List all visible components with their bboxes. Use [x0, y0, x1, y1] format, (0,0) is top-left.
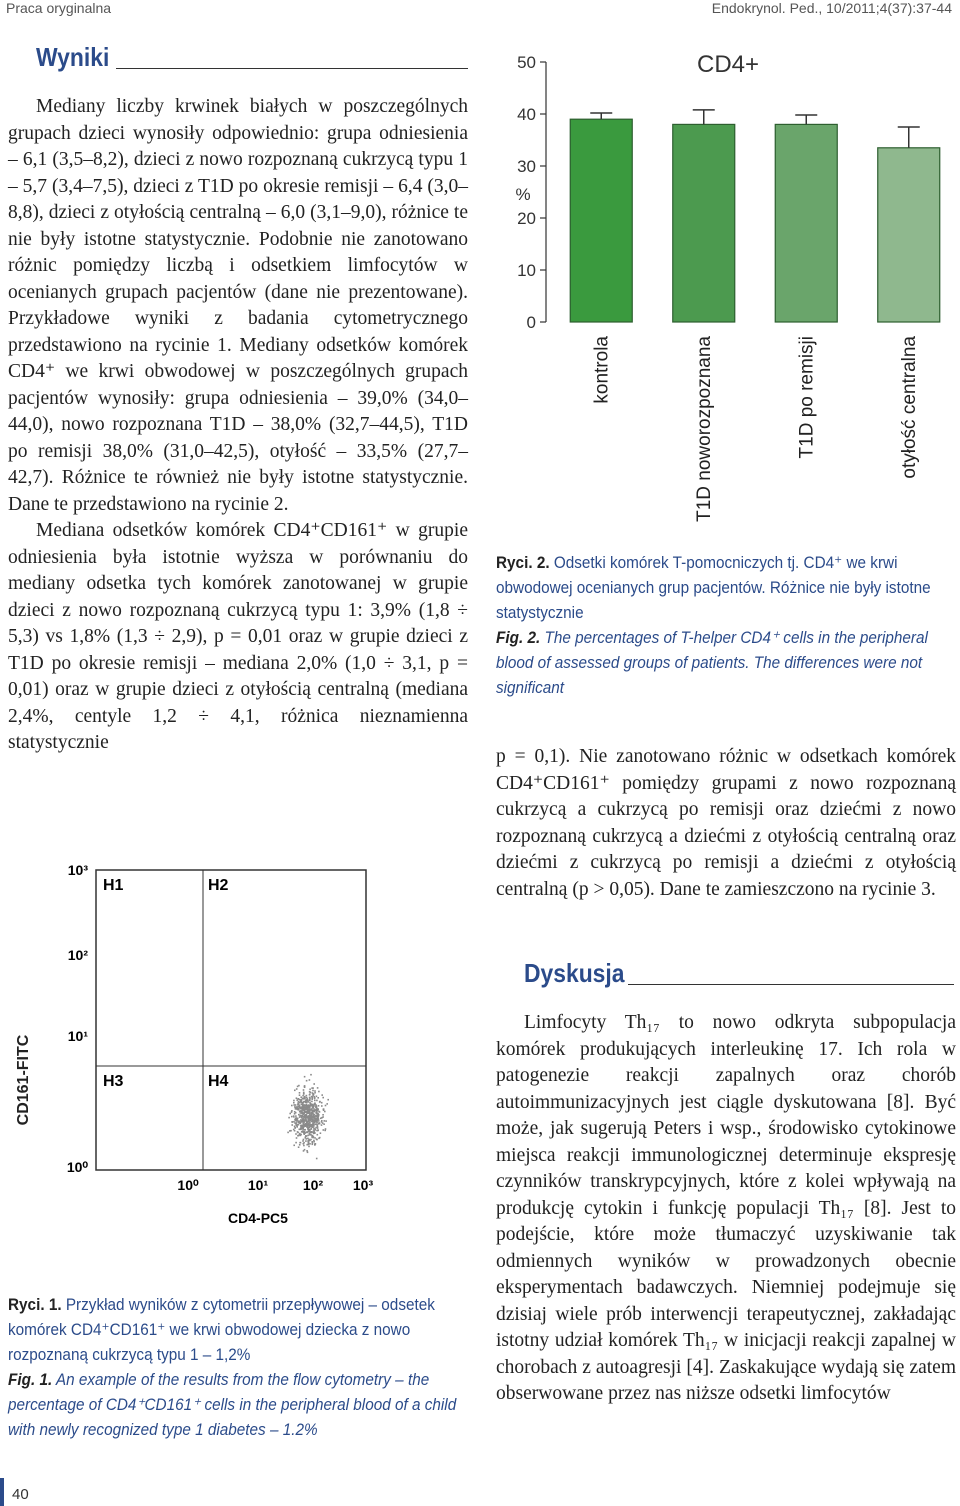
cell-event-dot — [291, 1105, 293, 1107]
cell-event-dots — [287, 1074, 329, 1159]
cell-event-dot — [304, 1086, 306, 1088]
cell-event-dot — [312, 1104, 314, 1106]
y-tick-label: 10¹ — [67, 1028, 88, 1044]
cell-event-dot — [312, 1105, 314, 1107]
cell-event-dot — [299, 1129, 301, 1131]
cell-event-dot — [316, 1096, 318, 1098]
cell-event-dot — [293, 1129, 295, 1131]
cell-event-dot — [299, 1099, 301, 1101]
cell-event-dot — [307, 1118, 309, 1120]
cell-event-dot — [296, 1099, 298, 1101]
cell-event-dot — [325, 1120, 327, 1122]
cell-event-dot — [314, 1092, 316, 1094]
section-title-rule — [116, 68, 468, 69]
cell-event-dot — [319, 1111, 321, 1113]
cell-event-dot — [308, 1141, 310, 1143]
figure-2-caption — [496, 550, 953, 700]
cell-event-dot — [300, 1126, 302, 1128]
cell-event-dot — [308, 1146, 310, 1148]
cell-event-dot — [301, 1117, 303, 1119]
cell-event-dot — [304, 1115, 306, 1117]
cell-event-dot — [303, 1132, 305, 1134]
figure-1-caption-pl — [8, 1292, 467, 1367]
cell-event-dot — [304, 1104, 306, 1106]
cell-event-dot — [289, 1113, 291, 1115]
y-tick-label: 0 — [526, 313, 536, 332]
y-tick-labels — [67, 862, 89, 1175]
cell-event-dot — [309, 1097, 311, 1099]
cell-event-dot — [314, 1144, 316, 1146]
cell-event-dot — [306, 1095, 308, 1097]
cell-event-dot — [310, 1114, 312, 1116]
page-edge-bar — [0, 1478, 4, 1506]
cell-event-dot — [318, 1105, 320, 1107]
cell-event-dot — [315, 1112, 317, 1114]
cell-event-dot — [318, 1118, 320, 1120]
cell-event-dot — [317, 1134, 319, 1136]
cell-event-dot — [291, 1116, 293, 1118]
cell-event-dot — [308, 1126, 310, 1128]
cell-event-dot — [325, 1105, 327, 1107]
cell-event-dot — [298, 1146, 300, 1148]
cell-event-dot — [301, 1104, 303, 1106]
cell-event-dot — [306, 1117, 308, 1119]
cell-event-dot — [310, 1139, 312, 1141]
cell-event-dot — [311, 1112, 313, 1114]
cell-event-dot — [290, 1130, 292, 1132]
cell-event-dot — [295, 1117, 297, 1119]
y-tick-label: 10³ — [67, 862, 88, 878]
x-category-label: T1D po remisji — [796, 336, 818, 459]
cell-event-dot — [297, 1135, 299, 1137]
cell-event-dot — [294, 1106, 296, 1108]
cell-event-dot — [307, 1135, 309, 1137]
section-title-discussion: Dyskusja — [524, 958, 625, 988]
cell-event-dot — [297, 1118, 299, 1120]
cell-event-dot — [303, 1089, 305, 1091]
cell-event-dot — [302, 1140, 304, 1142]
cell-event-dot — [292, 1121, 294, 1123]
cell-event-dot — [321, 1102, 323, 1104]
cell-event-dot — [294, 1090, 296, 1092]
cell-event-dot — [298, 1109, 300, 1111]
cell-event-dot — [317, 1127, 319, 1129]
quadrant-label-h1: H1 — [103, 877, 124, 894]
figure-1-caption — [8, 1292, 467, 1442]
cell-event-dot — [307, 1138, 309, 1140]
y-tick-label: 50 — [517, 53, 536, 72]
cell-event-dot — [298, 1114, 300, 1116]
cell-event-dot — [316, 1110, 318, 1112]
section-title-rule — [628, 984, 954, 985]
cell-event-dot — [314, 1121, 316, 1123]
cell-event-dot — [321, 1121, 323, 1123]
cell-event-dot — [307, 1152, 309, 1154]
figure-2-caption-pl-text: Odsetki komórek T-pomocniczych tj. CD4⁺ we krwi obwodowej ocenianych grup pacjentów. Różnice nie były istotne statystycznie — [496, 553, 931, 622]
figure-1-label-pl: Ryci. 1. — [8, 1295, 62, 1314]
cell-event-dot — [299, 1122, 301, 1124]
cell-event-dot — [304, 1110, 306, 1112]
x-tick-label: 10¹ — [247, 1177, 269, 1193]
cell-event-dot — [309, 1079, 311, 1081]
cell-event-dot — [301, 1113, 303, 1115]
y-tick-label: 20 — [517, 209, 536, 228]
cell-event-dot — [322, 1097, 324, 1099]
cell-event-dot — [314, 1100, 316, 1102]
cell-event-dot — [313, 1108, 315, 1110]
cell-event-dot — [296, 1097, 298, 1099]
journal-citation: Endokrynol. Ped., 10/2011;4(37):37-44 — [711, 0, 952, 16]
cell-event-dot — [297, 1132, 299, 1134]
cell-event-dot — [299, 1134, 301, 1136]
cell-event-dot — [317, 1097, 319, 1099]
cell-event-dot — [306, 1144, 308, 1146]
cell-event-dot — [318, 1091, 320, 1093]
results-paragraph-1: Mediany liczby krwinek białych w poszczególnych grupach dzieci wynosiły odpowiednio: grupa odniesienia – 6,1 (3,5–8,2), dzieci z nowo rozpoznaną cukrzycą typu 1 – 5,7 (3,4–7,5), dzieci z T1D po okresie remisji – 6,4 (3,0–8,8), dzieci z otyłością centralną – 6,0 (3,1–9,0), różnice te nie były istotne statystycznie. Podobnie nie zanotowano różnic pomiędzy liczbą i odsetkiem limfocytów w ocenianych grupach pacjentów (dane nie prezentowane). Przykładowe wyniki z badania cytometrycznego przedstawiono na rycinie 1. Mediany odsetków komórek CD4⁺ we krwi obwodowej w poszczególnych grupach pacjentów wynosiły: grupa odniesienia – 39,0% (34,0–44,0), nowo rozpoznana T1D – 38,0% (32,7–44,5), T1D po remisji 38,0% (31,0–42,5), otyłość – 33,5% (27,7–42,7). Różnice te również nie były istotne statystycznie. Dane te przedstawiono na rycinie 2. — [8, 96, 468, 515]
cell-event-dot — [324, 1130, 326, 1132]
cell-event-dot — [306, 1123, 308, 1125]
cell-event-dot — [304, 1149, 306, 1151]
cell-event-dot — [295, 1115, 297, 1117]
discussion-text — [496, 1010, 956, 1408]
cell-event-dot — [307, 1131, 309, 1133]
y-tick-label: 30 — [517, 157, 536, 176]
cell-event-dot — [303, 1139, 305, 1141]
cell-event-dot — [307, 1101, 309, 1103]
cell-event-dot — [309, 1094, 311, 1096]
x-category-label: otyłość centralna — [898, 336, 920, 479]
cell-event-dot — [291, 1110, 293, 1112]
cell-event-dot — [303, 1129, 305, 1131]
cell-event-dot — [310, 1092, 312, 1094]
cell-event-dot — [293, 1100, 295, 1102]
figure-2-caption-en-text: The percentages of T-helper CD4⁺ cells in the peripheral blood of assessed groups of patients. The differences were not significant — [496, 628, 928, 697]
cell-event-dot — [294, 1126, 296, 1128]
cell-event-dot — [307, 1125, 309, 1127]
cell-event-dot — [302, 1131, 304, 1133]
cell-event-dot — [313, 1140, 315, 1142]
flow-cytometry-plot — [8, 845, 470, 1285]
cell-event-dot — [306, 1099, 308, 1101]
cell-event-dot — [301, 1115, 303, 1117]
cell-event-dot — [302, 1095, 304, 1097]
cell-event-dot — [310, 1074, 312, 1076]
cell-event-dot — [323, 1129, 325, 1131]
cell-event-dot — [294, 1127, 296, 1129]
cell-event-dot — [304, 1096, 306, 1098]
cell-event-dot — [304, 1076, 306, 1078]
cell-event-dot — [318, 1120, 320, 1122]
cell-event-dot — [306, 1121, 308, 1123]
quadrant-label-h2: H2 — [208, 877, 229, 894]
cell-event-dot — [311, 1098, 313, 1100]
cell-event-dot — [299, 1092, 301, 1094]
cell-event-dot — [301, 1102, 303, 1104]
cell-event-dot — [295, 1112, 297, 1114]
cell-event-dot — [311, 1117, 313, 1119]
figure-1-caption-pl-text: Przykład wyników z cytometrii przepływowej – odsetek komórek CD4⁺CD161⁺ we krwi obwodowej dziecka z nowo rozpoznaną cukrzycą typu 1 – 1,2% — [8, 1295, 435, 1364]
figure-2-caption-en — [496, 625, 953, 700]
cell-event-dot — [316, 1125, 318, 1127]
x-category-label: T1D noworozpoznana — [693, 336, 715, 522]
cell-event-dot — [303, 1142, 305, 1144]
figure-2-label-pl: Ryci. 2. — [496, 553, 550, 572]
figure-2-caption-pl — [496, 550, 953, 625]
figure-1-label-en: Fig. 1. — [8, 1370, 53, 1389]
figure-2-label-en: Fig. 2. — [496, 628, 541, 647]
cell-event-dot — [301, 1111, 303, 1113]
cell-event-dot — [303, 1113, 305, 1115]
chart-title: CD4+ — [696, 51, 760, 78]
cell-event-dot — [306, 1138, 308, 1140]
discussion-paragraph-1: Limfocyty Th₁₇ to nowo odkryta subpopulacja komórek produkujących interleukinę 17. Ich rola w patogenezie reakcji zapalnych oraz chorób autoimmunizacyjnych jest ciągle dyskutowana [8]. Być może, jak sugerują Peters i wsp., środowisko cytokinowe miejsca reakcji immunologicznej determinuje ekspresję czynników transkrypcyjnych, które z kolei wpływają na produkcję cytokin i funkcję populacji Th₁₇ [8]. Jest to podejście, które może tłumaczyć uzyskiwanie tak odmiennych wyników w prowadzonych obecnie eksperymentach badawczych. Niemniej podejmuje się dzisiaj wiele prób interwencji terapeutycznej, zakładając istotny udział komórek Th₁₇ w inicjacji reakcji zapalnej w chorobach z autoagresji [4]. Zaskakujące wydają się zatem obserwowane przez nas niższe odsetki limfocytów — [496, 1012, 956, 1404]
cell-event-dot — [308, 1130, 310, 1132]
cell-event-dot — [303, 1093, 305, 1095]
cell-event-dot — [300, 1127, 302, 1129]
cell-event-dot — [314, 1090, 316, 1092]
cell-event-dot — [316, 1100, 318, 1102]
cell-event-dot — [299, 1105, 301, 1107]
cell-event-dot — [303, 1109, 305, 1111]
cell-event-dot — [309, 1099, 311, 1101]
results-text-col2 — [496, 744, 956, 903]
cell-event-dot — [327, 1099, 329, 1101]
cell-event-dot — [299, 1144, 301, 1146]
cell-event-dot — [294, 1119, 296, 1121]
cell-event-dot — [297, 1086, 299, 1088]
cell-event-dot — [299, 1142, 301, 1144]
x-tick-label: 10² — [302, 1177, 324, 1193]
bar — [673, 124, 735, 322]
cell-event-dot — [309, 1143, 311, 1145]
cell-event-dot — [295, 1108, 297, 1110]
x-category-labels — [591, 336, 920, 522]
cell-event-dot — [317, 1087, 319, 1089]
y-tick-label: 10⁰ — [66, 1159, 88, 1175]
cell-event-dot — [299, 1094, 301, 1096]
cell-event-dot — [299, 1107, 301, 1109]
cell-event-dot — [311, 1136, 313, 1138]
cell-event-dot — [296, 1137, 298, 1139]
x-category-label: kontrola — [591, 336, 613, 404]
cell-event-dot — [315, 1104, 317, 1106]
x-tick-label: 10³ — [352, 1177, 374, 1193]
cell-event-dot — [312, 1090, 314, 1092]
cell-event-dot — [312, 1107, 314, 1109]
cell-event-dot — [318, 1114, 320, 1116]
bar — [570, 119, 632, 322]
cell-event-dot — [313, 1093, 315, 1095]
cell-event-dot — [311, 1125, 313, 1127]
cell-event-dot — [306, 1080, 308, 1082]
cell-event-dot — [311, 1087, 313, 1089]
cell-event-dot — [314, 1124, 316, 1126]
y-tick-label: 10² — [67, 947, 88, 963]
cell-event-dot — [316, 1106, 318, 1108]
cell-event-dot — [316, 1158, 318, 1160]
cell-event-dot — [313, 1124, 315, 1126]
cell-event-dot — [305, 1140, 307, 1142]
cell-event-dot — [316, 1139, 318, 1141]
cell-event-dot — [311, 1132, 313, 1134]
cell-event-dot — [326, 1103, 328, 1105]
cell-event-dot — [314, 1128, 316, 1130]
cell-event-dot — [305, 1135, 307, 1137]
cell-event-dot — [293, 1102, 295, 1104]
cell-event-dot — [316, 1120, 318, 1122]
cell-event-dot — [300, 1112, 302, 1114]
quadrant-label-h3: H3 — [103, 1073, 124, 1090]
cell-event-dot — [313, 1096, 315, 1098]
cell-event-dot — [302, 1098, 304, 1100]
cell-event-dot — [303, 1101, 305, 1103]
cell-event-dot — [303, 1145, 305, 1147]
cell-event-dot — [314, 1137, 316, 1139]
cell-event-dot — [313, 1110, 315, 1112]
cell-event-dot — [287, 1132, 289, 1134]
cell-event-dot — [309, 1112, 311, 1114]
cell-event-dot — [324, 1111, 326, 1113]
cell-event-dot — [295, 1104, 297, 1106]
cell-event-dot — [311, 1096, 313, 1098]
cell-event-dot — [295, 1133, 297, 1135]
cell-event-dot — [296, 1126, 298, 1128]
plot-frame — [96, 870, 366, 1170]
cell-event-dot — [309, 1089, 311, 1091]
cell-event-dot — [311, 1121, 313, 1123]
cell-event-dot — [296, 1088, 298, 1090]
quadrant-label-h4: H4 — [208, 1073, 229, 1090]
cell-event-dot — [319, 1101, 321, 1103]
cell-event-dot — [318, 1138, 320, 1140]
cell-event-dot — [306, 1109, 308, 1111]
cell-event-dot — [313, 1083, 315, 1085]
cell-event-dot — [308, 1115, 310, 1117]
results-paragraph-3: p = 0,1). Nie zanotowano różnic w odsetkach komórek CD4⁺CD161⁺ pomiędzy grupami z nowo rozpoznaną cukrzycą a cukrzycą po remisji oraz dziećmi z nowo rozpoznaną cukrzycą a dziećmi z otyłością centralną oraz dziećmi z cukrzycą po remisji a dziećmi z otyłością centralną (p > 0,05). Dane te zamieszczono na rycinie 3. — [496, 746, 956, 900]
y-tick-label: 10 — [517, 261, 536, 280]
x-axis-label: CD4-PC5 — [228, 1210, 288, 1226]
bar — [775, 124, 837, 322]
cell-event-dot — [317, 1117, 319, 1119]
cell-event-dot — [300, 1115, 302, 1117]
x-tick-label: 10⁰ — [177, 1177, 199, 1193]
cell-event-dot — [321, 1094, 323, 1096]
cell-event-dot — [309, 1109, 311, 1111]
cell-event-dot — [296, 1122, 298, 1124]
cell-event-dot — [312, 1110, 314, 1112]
cd4-bar-chart — [496, 40, 960, 550]
cell-event-dot — [306, 1126, 308, 1128]
cell-event-dot — [322, 1114, 324, 1116]
cell-event-dot — [320, 1118, 322, 1120]
cell-event-dot — [288, 1117, 290, 1119]
figure-1-caption-en-text: An example of the results from the flow cytometry – the percentage of CD4⁺CD161⁺ cells in the peripheral blood of a child with newly recognized type 1 diabetes – 1.2% — [8, 1370, 457, 1439]
cell-event-dot — [304, 1112, 306, 1114]
section-title-results: Wyniki — [36, 42, 110, 72]
cell-event-dot — [309, 1134, 311, 1136]
cell-event-dot — [305, 1111, 307, 1113]
cell-event-dot — [302, 1127, 304, 1129]
cell-event-dot — [320, 1132, 322, 1134]
cell-event-dot — [312, 1144, 314, 1146]
cell-event-dot — [323, 1123, 325, 1125]
cell-event-dot — [321, 1105, 323, 1107]
cell-event-dot — [318, 1122, 320, 1124]
cell-event-dot — [307, 1112, 309, 1114]
cell-event-dot — [300, 1119, 302, 1121]
cell-event-dot — [304, 1098, 306, 1100]
cell-event-dot — [308, 1120, 310, 1122]
bar — [878, 148, 940, 322]
cell-event-dot — [298, 1101, 300, 1103]
results-paragraph-2: Mediana odsetków komórek CD4⁺CD161⁺ w grupie odniesienia była istotnie wyższa w porównaniu do mediany odsetka tych komórek zanotowanej w grupie dzieci z nowo rozpoznaną cukrzycą typu 1: 3,9% (1,8 ÷ 5,3) vs 1,8% (1,3 ÷ 2,9), p = 0,01 oraz w grupie dzieci z T1D po okresie remisji – mediana 2,0% (1,0 ÷ 3,1, p = 0,01) oraz w grupie dzieci z otyłością centralną (mediana 2,4%, centyle 1,2 ÷ 4,1, różnica nieznamienna statystycznie — [8, 520, 468, 753]
cell-event-dot — [298, 1103, 300, 1105]
cell-event-dot — [308, 1140, 310, 1142]
cell-event-dot — [300, 1096, 302, 1098]
journal-section-label: Praca oryginalna — [6, 0, 112, 16]
cell-event-dot — [311, 1101, 313, 1103]
cell-event-dot — [306, 1150, 308, 1152]
cell-event-dot — [306, 1102, 308, 1104]
cell-event-dot — [325, 1128, 327, 1130]
cell-event-dot — [314, 1117, 316, 1119]
cell-event-dot — [313, 1129, 315, 1131]
cell-event-dot — [293, 1104, 295, 1106]
cell-event-dot — [311, 1124, 313, 1126]
cell-event-dot — [305, 1101, 307, 1103]
cell-event-dot — [300, 1134, 302, 1136]
cell-event-dot — [314, 1102, 316, 1104]
cell-event-dot — [311, 1141, 313, 1143]
y-axis-label: CD161-FITC — [15, 1034, 32, 1126]
cell-event-dot — [309, 1103, 311, 1105]
cell-event-dot — [324, 1120, 326, 1122]
bars — [570, 110, 940, 322]
cell-event-dot — [298, 1120, 300, 1122]
figure-1-caption-en — [8, 1367, 467, 1442]
cell-event-dot — [306, 1106, 308, 1108]
cell-event-dot — [312, 1122, 314, 1124]
page-number: 40 — [12, 1486, 29, 1503]
cell-event-dot — [298, 1124, 300, 1126]
cell-event-dot — [293, 1121, 295, 1123]
cell-event-dot — [315, 1127, 317, 1129]
cell-event-dot — [293, 1145, 295, 1147]
cell-event-dot — [316, 1130, 318, 1132]
cell-event-dot — [308, 1123, 310, 1125]
cell-event-dot — [291, 1124, 293, 1126]
cell-event-dot — [309, 1106, 311, 1108]
x-tick-labels — [177, 1177, 373, 1193]
cell-event-dot — [294, 1122, 296, 1124]
y-axis-label: % — [515, 185, 531, 204]
cell-event-dot — [293, 1116, 295, 1118]
cell-event-dot — [301, 1099, 303, 1101]
cell-event-dot — [299, 1116, 301, 1118]
cell-event-dot — [321, 1124, 323, 1126]
results-text-col1 — [8, 94, 468, 757]
y-tick-label: 40 — [517, 105, 536, 124]
cell-event-dot — [295, 1142, 297, 1144]
